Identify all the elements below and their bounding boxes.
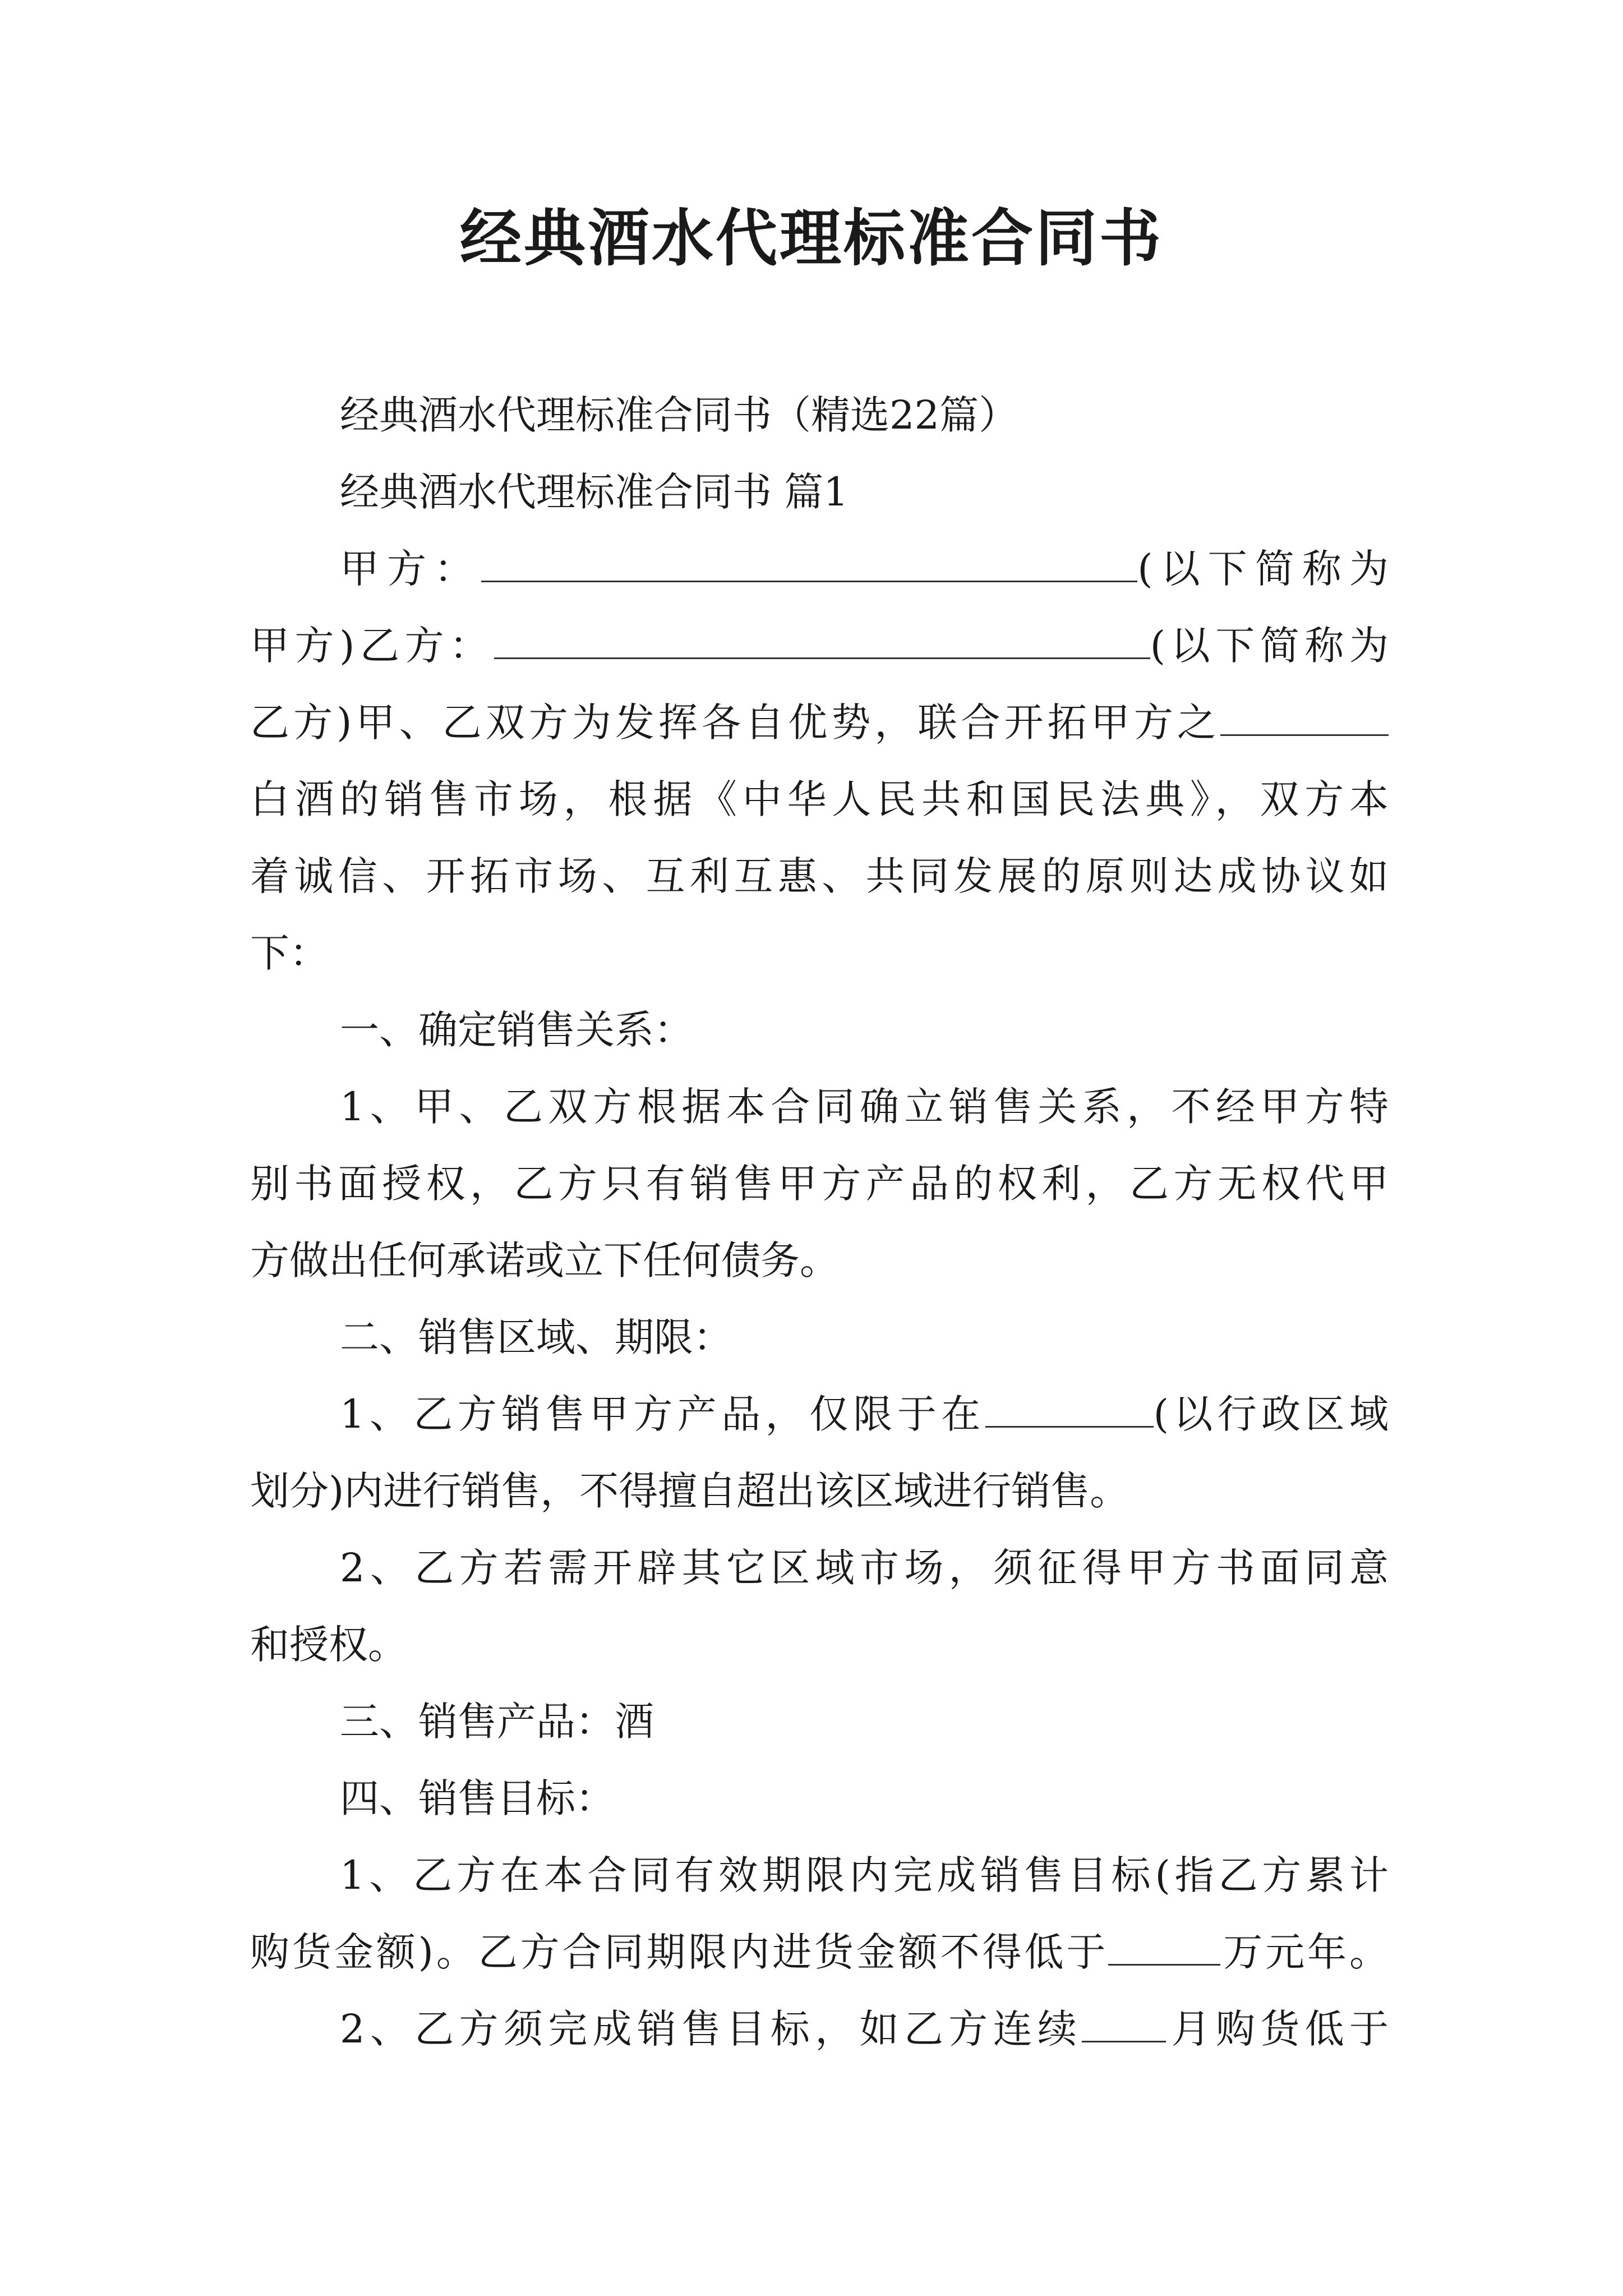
paragraph-line xyxy=(250,1376,1389,1453)
amount-blank xyxy=(1108,1925,1220,1966)
paragraph-line xyxy=(250,684,1389,761)
clause-heading-line xyxy=(250,992,1389,1069)
months-blank xyxy=(1082,2001,1166,2042)
text: 着诚信、开拓市场、互利互惠、共同发展的原则达成协议如 xyxy=(250,853,1389,899)
subtitle-line xyxy=(250,377,1389,454)
text: 1、乙方销售甲方产品，仅限于在 xyxy=(340,1391,985,1437)
text: (以下简称为 xyxy=(1150,623,1389,669)
text: 万元年。 xyxy=(1220,1929,1389,1975)
text: 别书面授权，乙方只有销售甲方产品的权利，乙方无权代甲 xyxy=(250,1161,1389,1207)
paragraph-line xyxy=(250,1222,1389,1299)
text: 三、销售产品：酒 xyxy=(340,1699,654,1745)
text: (以下简称为 xyxy=(1137,546,1389,592)
text: 2、乙方若需开辟其它区域市场，须征得甲方书面同意 xyxy=(340,1545,1389,1591)
text: 1、乙方在本合同有效期限内完成销售目标(指乙方累计 xyxy=(340,1852,1389,1898)
paragraph-line xyxy=(250,1991,1389,2068)
text: 一、确定销售关系： xyxy=(340,1007,693,1053)
party-b-blank xyxy=(494,618,1150,659)
clause-heading-line xyxy=(250,1299,1389,1376)
text: 乙方)甲、乙双方为发挥各自优势，联合开拓甲方之 xyxy=(250,700,1220,746)
text: 1、甲、乙双方根据本合同确立销售关系，不经甲方特 xyxy=(340,1084,1389,1130)
paragraph-line xyxy=(250,1069,1389,1145)
text: 方做出任何承诺或立下任何债务。 xyxy=(250,1237,839,1283)
paragraph-line xyxy=(250,838,1389,915)
party-a-blank xyxy=(481,541,1137,582)
text: 和授权。 xyxy=(250,1622,407,1668)
paragraph-line xyxy=(250,1530,1389,1607)
paragraph-line xyxy=(250,761,1389,838)
text: 白酒的销售市场，根据《中华人民共和国民法典》，双方本 xyxy=(250,776,1389,822)
text: 购货金额)。乙方合同期限内进货金额不得低于 xyxy=(250,1929,1109,1975)
clause-heading-line xyxy=(250,1683,1389,1760)
document-body xyxy=(250,377,1389,2068)
text: 划分)内进行销售，不得擅自超出该区域进行销售。 xyxy=(250,1468,1129,1514)
text: 经典酒水代理标准合同书（精选22篇） xyxy=(340,392,1018,438)
product-blank xyxy=(1220,695,1389,736)
text: 四、销售目标： xyxy=(340,1775,615,1821)
party-a-line xyxy=(250,531,1389,608)
paragraph-line xyxy=(250,1914,1389,1991)
clause-heading-line xyxy=(250,1760,1389,1837)
text: 二、销售区域、期限： xyxy=(340,1314,732,1360)
paragraph-line xyxy=(250,1145,1389,1222)
text: (以行政区域 xyxy=(1153,1391,1389,1437)
paragraph-line xyxy=(250,1837,1389,1914)
region-blank xyxy=(985,1387,1154,1428)
text: 2、乙方须完成销售目标，如乙方连续 xyxy=(340,2006,1082,2052)
text: 经典酒水代理标准合同书 篇1 xyxy=(340,469,849,515)
document-title: 经典酒水代理标准合同书 xyxy=(460,202,1163,274)
party-b-line xyxy=(250,608,1389,684)
text: 月购货低于 xyxy=(1166,2006,1389,2052)
paragraph-line xyxy=(250,1453,1389,1530)
section-heading-line xyxy=(250,454,1389,531)
text: 下： xyxy=(250,930,329,976)
paragraph-line xyxy=(250,915,1389,992)
text: 甲方)乙方： xyxy=(250,623,494,669)
text: 甲方： xyxy=(340,546,482,592)
paragraph-line xyxy=(250,1607,1389,1683)
